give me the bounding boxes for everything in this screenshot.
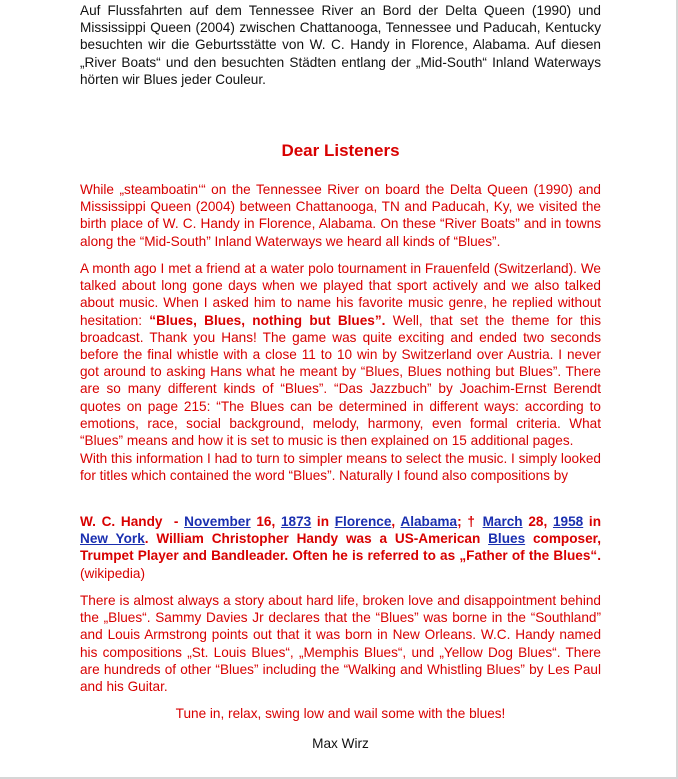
blues-quote-bold: “Blues, Blues, nothing but Blues”. [149,312,386,328]
link-1873[interactable]: 1873 [280,514,312,529]
paragraph-steamboatin: While „steamboatin‘“ on the Tennessee River on board the Delta Queen (1990) and Mississippi Queen (2004) between Chattanooga, TN and Paducah, Ky, we visited the birth place of W. C. Handy in Florence, Alabama. On these “River Boats” and in towns along the “Mid-South” Inland Waterways we heard all kinds of “Blues”. [80,182,601,249]
link-blues[interactable]: Blues [488,531,526,547]
text-fragment: in [583,514,602,529]
text-fragment: composer, Trumpet Player and Bandleader. Often he is referred to as „Father of the Blues“. [80,531,601,564]
link-1958[interactable]: 1958 [552,514,584,529]
link-florence[interactable]: Florence [334,514,392,529]
handy-name: W. C. Handy [80,514,163,529]
intro-german-paragraph: Auf Flussfahrten auf dem Tennessee River an Bord der Delta Queen (1990) und Mississippi Queen (2004) zwischen Chattanooga, Tennessee und Paducah, Kentucky besuchten wir die Geburtsstätte von W. C. Handy in Florence, Alabama. Auf diesen „River Boats“ und den besuchten Städten entlang der „Mid-South“ Inland Waterways hörten wir Blues jeder Couleur. [80,3,601,87]
paragraph-wc-handy [80,513,601,582]
text-fragment: , [391,514,401,529]
closing-line: Tune in, relax, swing low and wail some with the blues! [175,706,506,721]
handy-bio [80,514,601,563]
link-alabama[interactable]: Alabama [400,514,458,529]
paragraph-selection: With this information I had to turn to simpler means to select the music. I simply looked for titles which contained the word “Blues”. Naturally I found also compositions by [80,451,601,484]
signature: Max Wirz [312,736,369,751]
paragraph-text: Well, that set the theme for this broadcast. Thank you Hans! The game was quite exciting and ended two seconds before the final whistle with a close 11 to 10 win by Switzerland over Austria. I never got around to asking Hans what he meant by “Blues, Blues nothing but Blues”. There are so many different kinds of “Blues”. “Das Jazzbuch” by Joachim-Ernst Berendt quotes on page 215: “The Blues can be determined in different ways: according to emotions, race, social background, melody, harmony, even formal criteria. What “Blues” means and how it is set to music is then explained on 15 additional pages. [80,312,601,449]
link-new-york[interactable]: New York [80,531,145,547]
text-fragment: - [162,514,185,529]
text-fragment: in [311,514,335,529]
source-citation: (wikipedia) [80,565,145,581]
text-fragment: 28, [522,514,553,529]
text-fragment: 16, [250,514,281,529]
paragraph-text: A month ago I met a friend at a water polo tournament in Frauenfeld (Switzerland). We talked about long gone days when we played that sport actively and we also talked about music. When I asked him to name his favorite music genre, he replied without hesitation: [80,261,601,328]
paragraph-stories: There is almost always a story about hard life, broken love and disappointment behind the „Blues“. Sammy Davies Jr declares that the “Blues” was borne in the “Southland” and Louis Armstrong points out that it was born in New Orleans. W.C. Handy named his compositions „St. Louis Blues“, „Memphis Blues“, und „Yellow Dog Blues“. There are hundreds of other “Blues” including the “Walking and Whistling Blues” by Les Paul and his Guitar. [80,593,601,695]
link-november[interactable]: November [184,514,251,529]
page-title: Dear Listeners [281,141,400,160]
link-march[interactable]: March [482,514,523,529]
paragraph-water-polo [80,260,601,449]
text-fragment: ; † [457,514,483,529]
text-fragment: . William Christopher Handy was a US-American [144,531,489,547]
